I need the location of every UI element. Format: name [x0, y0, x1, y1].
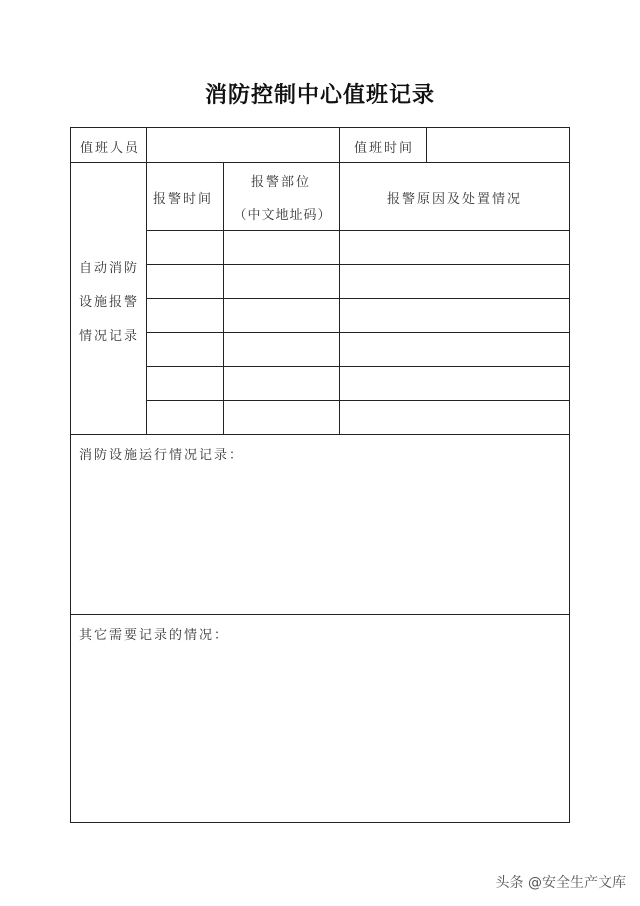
alarm-section-bottom [71, 434, 569, 435]
alarm-location-header: 报警部位 [251, 175, 312, 190]
alarm-side-label-line1: 自动消防 [79, 261, 140, 276]
alarm-reason-header: 报警原因及处置情况 [387, 192, 523, 207]
row-divider-2 [146, 298, 569, 299]
alarm-side-label-line2: 设施报警 [79, 295, 140, 310]
operation-record-label: 消防设施运行情况记录： [79, 448, 245, 463]
other-record-label: 其它需要记录的情况： [79, 628, 230, 643]
operation-section-bottom [71, 614, 569, 615]
row-divider-3 [146, 332, 569, 333]
alarm-side-label-line3: 情况记录 [79, 329, 140, 344]
duty-time-label: 值班时间 [354, 141, 415, 156]
alarm-time-header: 报警时间 [153, 192, 214, 207]
row-divider-5 [146, 400, 569, 401]
page-title: 消防控制中心值班记录 [204, 83, 435, 108]
row-divider-1 [146, 264, 569, 265]
time-label-divider [426, 128, 427, 162]
time-location-divider [223, 162, 224, 434]
alarm-location-subheader: （中文地址码） [233, 208, 332, 223]
location-reason-divider [339, 128, 340, 434]
watermark: 头条 @安全生产文库 [495, 875, 626, 891]
duty-record-table [70, 127, 570, 823]
row-divider-4 [146, 366, 569, 367]
duty-staff-label: 值班人员 [80, 141, 141, 156]
side-label-divider [146, 128, 147, 434]
column-header-divider [146, 230, 569, 231]
